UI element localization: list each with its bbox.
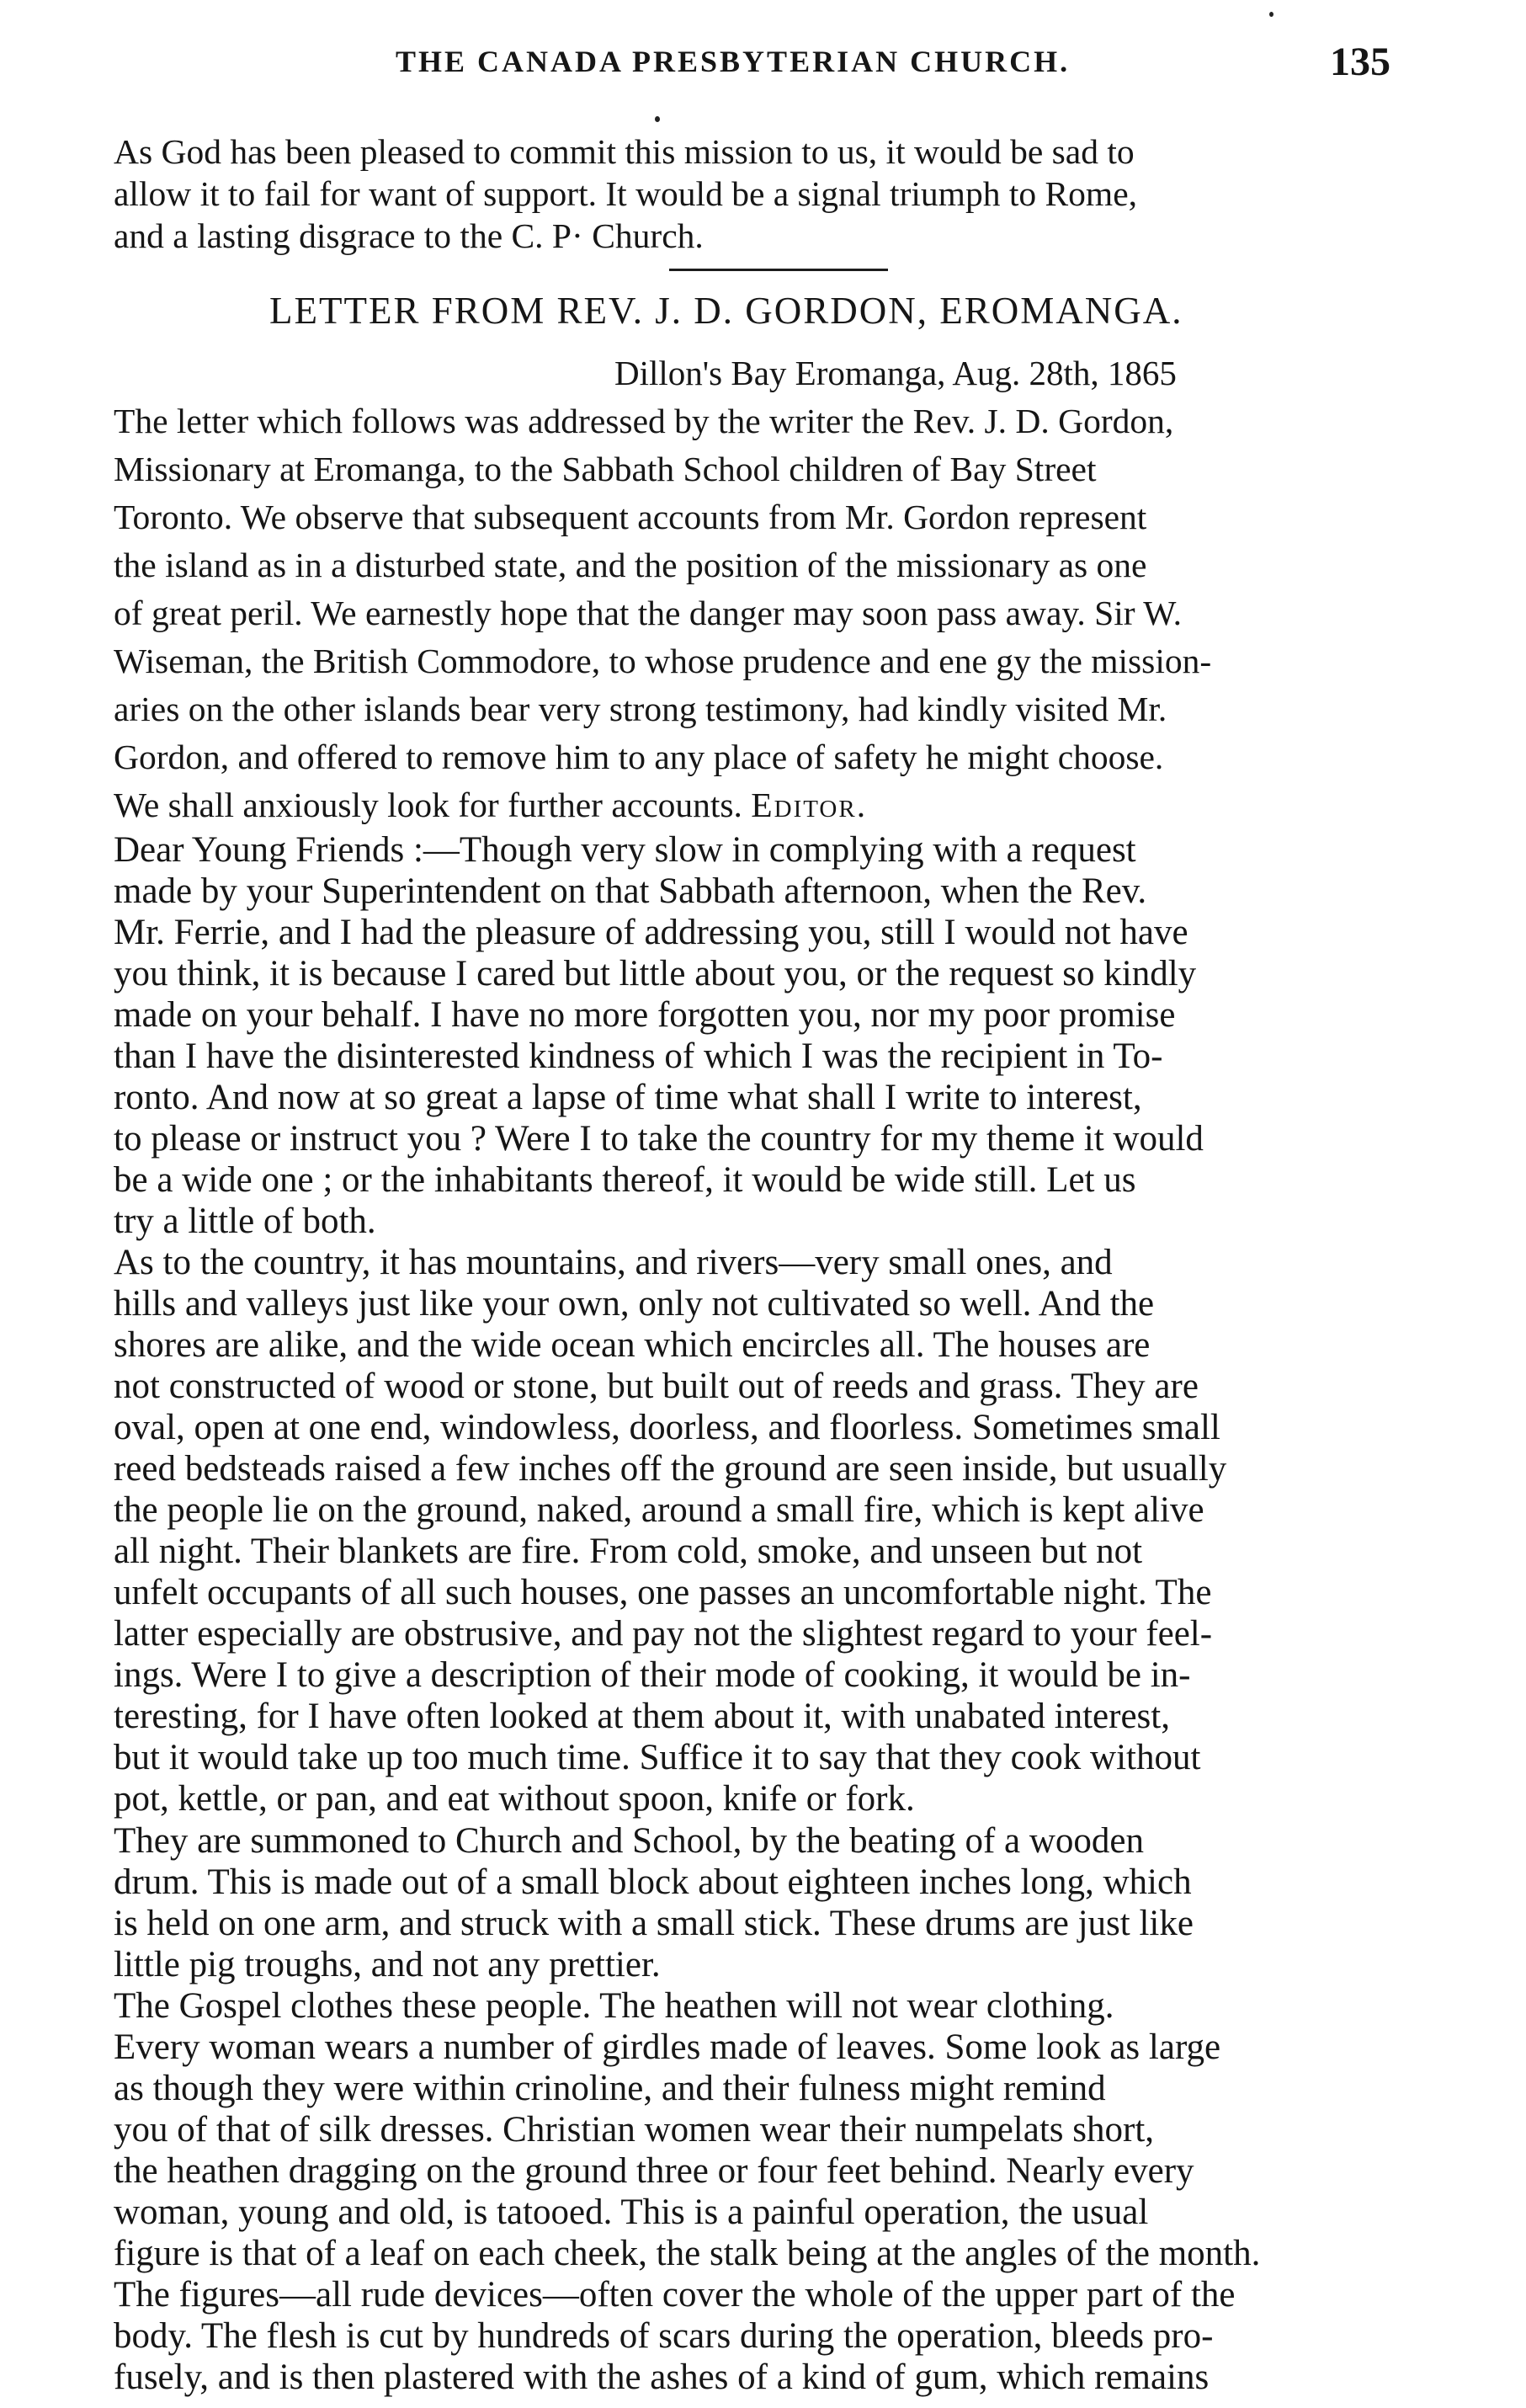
editor-signature: Editor. [751,786,868,824]
letter-paragraph-1: Dear Young Friends :—Though very slow in complying with a request made by your Superintendent on that Sabbath afternoon, when the Rev. Mr. Ferrie, and I had the pleasure of addressing you, still I would not have you think, it is because I cared but little about you, or the request so kindly made on your behalf. I have no more forgotten you, nor my poor promise than I have the disinterested kindness of which I was the recipient in To- ronto. And now at so great a lapse of time what shall I write to interest, to please or instruct you ? Were I to take the country for my theme it would be a wide one ; or the inhabitants thereof, it would be wide still. Let us try a little of both. [114,830,1204,1241]
ink-speck [1269,12,1273,17]
editor-note [114,397,1401,829]
letter-paragraph-2: As to the country, it has mountains, and rivers—very small ones, and hills and valleys just like your own, only not cultivated so well. And the shores are alike, and the wide ocean which encircles all. The houses are not constructed of wood or stone, but built out of reeds and grass. They are oval, open at one end, windowless, doorless, and floorless. Sometimes small reed bedsteads raised a few inches off the ground are seen inside, but usually the people lie on the ground, naked, around a small fire, which is kept alive all night. Their blankets are fire. From cold, smoke, and unseen but not unfelt occupants of all such houses, one passes an uncomfortable night. The latter especially are obstrusive, and pay not the slightest regard to your feel- ings. Were I to give a description of their mode of cooking, it would be in- teresting, for I have often looked at them about it, with unabated interest, but it would take up too much time. Suffice it to say that they cook without pot, kettle, or pan, and eat without spoon, knife or fork. [114,1243,1227,1819]
page-number: 135 [1330,40,1390,84]
letter-paragraph-3: They are summoned to Church and School, by the beating of a wooden drum. This is made out of a small block about eighteen inches long, which is held on one arm, and struck with a small stick. These drums are just like little pig troughs, and not any prettier. [114,1821,1194,1984]
editor-note-text: The letter which follows was addressed by the writer the Rev. J. D. Gordon, Missionary at Eromanga, to the Sabbath School children of Bay Street Toronto. We observe that subsequent accounts from Mr. Gordon represent the island as in a disturbed state, and the position of the missionary as one of great peril. We earnestly hope that the danger may soon pass away. Sir W. Wiseman, the British Commodore, to whose prudence and ene gy the mission- aries on the other islands bear very strong testimony, had kindly visited Mr. Gordon, and offered to remove him to any place of safety he might choose. We shall anxiously look for further accounts. [114,402,1212,824]
intro-paragraph: As God has been pleased to commit this mission to us, it would be sad to allow it to fail for want of support. It would be a signal triumph to Rome, and a lasting disgrace to the C. P· Church. [114,132,1137,255]
letter-paragraph-4: The Gospel clothes these people. The heathen will not wear clothing. Every woman wears a number of girdles made of leaves. Some look as large as though they were within crinoline, and their fulness might remind you of that of silk dresses. Christian women wear their numpelats short, the heathen dragging on the ground three or four feet behind. Nearly every woman, young and old, is tatooed. This is a painful operation, the usual figure is that of a leaf on each cheek, the stalk being at the angles of the month. The figures—all rude devices—often cover the whole of the upper part of the body. The flesh is cut by hundreds of scars during the operation, bleeds pro- fusely, and is then plastered with the ashes of a kind of gum, which remains [114,1986,1261,2397]
section-divider [669,269,888,271]
running-header-title: THE CANADA PRESBYTERIAN CHURCH. [396,45,1071,78]
ink-speck [655,116,660,122]
letter-dateline: Dillon's Bay Eromanga, Aug. 28th, 1865 [614,354,1177,392]
letter-title: LETTER FROM REV. J. D. GORDON, EROMANGA. [269,290,1183,332]
